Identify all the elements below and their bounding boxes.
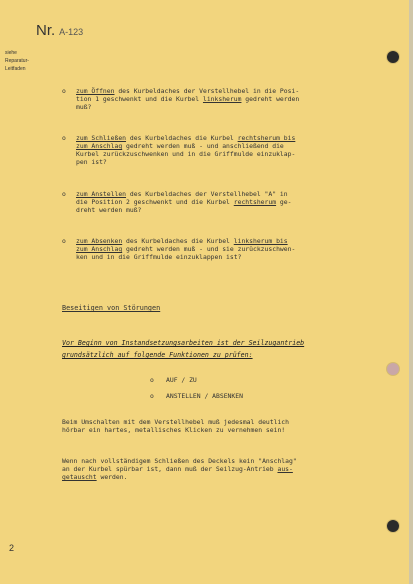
question-text <box>76 134 352 166</box>
text-run: an der Kurbel spürbar ist, dann muß der Seilzug-Antrieb <box>62 465 278 473</box>
text-run: pen ist? <box>76 158 107 166</box>
underlined-text: rechtsherum <box>233 198 277 206</box>
underlined-text: linksherum <box>202 95 242 103</box>
underlined-text: aus- <box>277 465 293 473</box>
question-text <box>76 87 352 111</box>
page-number: 2 <box>9 543 15 553</box>
question-bullet: o <box>62 190 66 198</box>
text-line <box>62 473 352 481</box>
document-number-value: A-123 <box>59 27 84 37</box>
underlined-text: getauscht <box>62 473 97 481</box>
text-run: tion 1 geschwenkt und die Kurbel <box>76 95 203 103</box>
paragraph-click-notice: Beim Umschalten mit dem Verstellhebel muß jedesmal deutlich hörbar ein hartes, metallisches Klicken zu vernehmen sein! <box>62 418 290 434</box>
question-bullet: o <box>62 134 66 142</box>
question-bullet: o <box>62 87 66 95</box>
document-number <box>36 22 83 39</box>
function-label: AUF / ZU <box>166 376 197 384</box>
text-run: dreht werden muß? <box>76 206 142 214</box>
underlined-text: linksherum bis <box>233 237 288 245</box>
text-run: ge- <box>276 198 292 206</box>
text-line <box>76 103 352 111</box>
function-bullet: o <box>150 392 154 400</box>
text-run: des Kurbeldaches die Kurbel <box>122 237 234 245</box>
function-bullet: o <box>150 376 154 384</box>
margin-note: siehe Reparatur-Leitfaden <box>5 50 29 72</box>
text-line <box>76 237 352 245</box>
text-line <box>62 457 352 465</box>
text-line <box>76 150 352 158</box>
text-run: werden. <box>96 473 128 481</box>
text-run: Wenn nach vollständigem Schließen des Deckels kein "Anschlag" <box>62 457 297 465</box>
text-line <box>76 95 352 103</box>
underlined-text: zum Öffnen <box>76 87 115 95</box>
text-line <box>76 190 352 198</box>
underlined-text: zum Schließen <box>76 134 127 142</box>
page-edge <box>409 0 413 584</box>
text-run: des Kurbeldaches der Verstellhebel in die Posi- <box>114 87 300 95</box>
punch-hole-bottom-icon <box>387 520 399 532</box>
text-run: Kurbel zurückzuschwenken und in die Griffmulde einzuklap- <box>76 150 296 158</box>
text-run: ken und in die Griffmulde einzuklappen ist? <box>76 253 242 261</box>
text-line <box>76 245 352 253</box>
function-item <box>150 392 243 400</box>
text-run: muß? <box>76 103 92 111</box>
section-title: Beseitigen von Störungen <box>62 304 161 312</box>
underlined-text: zum Absenken <box>76 237 123 245</box>
text-line <box>76 134 352 142</box>
text-line <box>76 142 352 150</box>
text-line <box>76 158 352 166</box>
text-line <box>76 87 352 95</box>
underlined-text: zum Anschlag <box>76 245 123 253</box>
text-line <box>76 206 352 214</box>
document-number-prefix: Nr. <box>36 22 56 39</box>
question-text <box>76 237 352 261</box>
underlined-text: rechtsherum bis <box>237 134 296 142</box>
notice-text: Vor Beginn von Instandsetzungsarbeiten ist der Seilzugantrieb grundsätzlich auf folgende Funktionen zu prüfen: <box>62 339 305 359</box>
text-run: gedreht werden <box>241 95 300 103</box>
text-run: gedreht werden muß - und anschließend die <box>122 142 284 150</box>
paragraph-replacement-notice <box>62 457 352 481</box>
function-label: ANSTELLEN / ABSENKEN <box>166 392 243 400</box>
text-line <box>62 465 352 473</box>
punch-hole-top-icon <box>387 51 399 63</box>
question-bullet: o <box>62 237 66 245</box>
text-run: des Kurbeldaches der Verstellhebel "A" in <box>126 190 288 198</box>
question-text <box>76 190 352 214</box>
underlined-text: zum Anschlag <box>76 142 123 150</box>
text-line <box>76 198 352 206</box>
text-run: des Kurbeldaches die Kurbel <box>126 134 238 142</box>
underlined-text: zum Anstellen <box>76 190 127 198</box>
text-line <box>76 253 352 261</box>
punch-hole-middle-icon <box>387 363 399 375</box>
text-run: die Position 2 geschwenkt und die Kurbel <box>76 198 234 206</box>
function-item <box>150 376 197 384</box>
text-run: gedreht werden muß - und sie zurückzuschwen- <box>122 245 296 253</box>
